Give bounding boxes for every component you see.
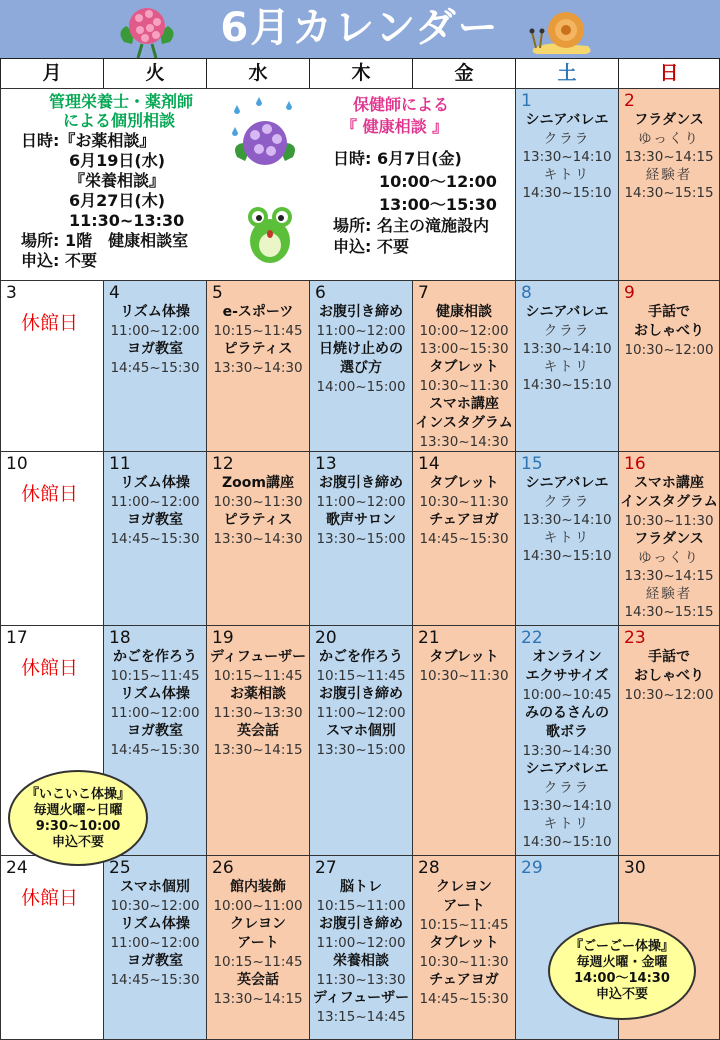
event-list — [207, 474, 309, 548]
event-name: ディフューザー — [312, 990, 410, 1006]
event-time: 14:30~15:10 — [522, 377, 612, 393]
event-list — [413, 474, 515, 548]
health-line-2: 10:00〜12:00 — [379, 172, 497, 191]
day-cell-2 — [618, 88, 720, 281]
event-time: 10:30~12:00 — [110, 898, 200, 914]
consult-line-1: 日時:『お薬相談』 — [21, 131, 156, 150]
health-line-4: 場所: 名主の滝施設内 — [333, 216, 489, 235]
day-number: 7 — [418, 283, 429, 303]
day-number: 12 — [212, 454, 234, 474]
closed-label: 休館日 — [21, 312, 79, 334]
day-cell-1 — [515, 88, 619, 281]
event-name: 歌ボラ — [546, 724, 588, 740]
event-time: 10:30~11:30 — [419, 378, 509, 394]
event-name: ヨガ教室 — [127, 341, 183, 357]
weekday-wed: 水 — [206, 58, 310, 89]
event-time: 14:30~15:10 — [522, 548, 612, 564]
event-name: スマホ個別 — [120, 879, 190, 895]
day-number: 6 — [315, 283, 326, 303]
event-time: 11:00~12:00 — [110, 935, 200, 951]
event-subclass: クララ — [543, 131, 591, 147]
day-number: 27 — [315, 858, 337, 878]
event-time: 14:30~15:15 — [624, 604, 714, 620]
event-time: 10:30~11:30 — [213, 494, 303, 510]
event-name: シニアバレエ — [525, 475, 609, 491]
gogo-schedule: 毎週火曜・金曜 — [576, 955, 668, 970]
event-time: 14:45~15:30 — [110, 531, 200, 547]
event-time: 13:00~15:30 — [419, 341, 509, 357]
event-name: スマホ個別 — [326, 723, 396, 739]
ikoiko-schedule: 毎週火曜~日曜 — [33, 803, 123, 818]
day-cell-23 — [618, 625, 720, 856]
day-cell-7 — [412, 280, 516, 452]
day-number: 1 — [521, 91, 532, 111]
event-time: 13:30~14:10 — [522, 149, 612, 165]
consult-line-7: 申込: 不要 — [21, 251, 97, 270]
day-cell-13 — [309, 451, 413, 626]
event-name: タブレット — [429, 935, 499, 951]
event-name: ヨガ教室 — [127, 512, 183, 528]
event-name: 手話で — [648, 304, 690, 320]
event-name: チェアヨガ — [429, 512, 499, 528]
event-time: 10:15~11:45 — [213, 668, 303, 684]
event-name: Zoom講座 — [222, 475, 294, 491]
event-list — [619, 303, 719, 359]
day-cell-9 — [618, 280, 720, 452]
event-subclass: クララ — [543, 494, 591, 510]
gogo-note: 申込不要 — [595, 987, 648, 1002]
event-time: 10:00~11:00 — [213, 898, 303, 914]
event-name: みのるさんの — [525, 705, 609, 721]
event-subclass: キトリ — [543, 359, 591, 375]
event-time: 11:00~12:00 — [316, 323, 406, 339]
event-name: スマホ講座 — [429, 396, 499, 412]
event-name: シニアバレエ — [525, 112, 609, 128]
day-cell-22 — [515, 625, 619, 856]
day-number: 29 — [521, 858, 543, 878]
event-list — [310, 878, 412, 1026]
day-number: 10 — [6, 454, 28, 474]
event-list — [619, 648, 719, 704]
closed-label: 休館日 — [21, 657, 79, 679]
event-list — [207, 648, 309, 759]
day-cell-24 — [0, 855, 104, 1040]
event-name: ヨガ教室 — [127, 723, 183, 739]
event-name: タブレット — [429, 359, 499, 375]
event-time: 10:15~11:45 — [419, 917, 509, 933]
event-name: エクササイズ — [525, 668, 609, 684]
notice-area — [0, 88, 516, 281]
weekday-mon: 月 — [0, 58, 104, 89]
event-time: 14:45~15:30 — [419, 991, 509, 1007]
closed-label: 休館日 — [21, 483, 79, 505]
health-line-3: 13:00〜15:30 — [379, 195, 497, 214]
day-cell-19 — [206, 625, 310, 856]
event-name: 健康相談 — [436, 304, 492, 320]
event-name: かごを作ろう — [319, 649, 403, 665]
event-name: チェアヨガ — [429, 972, 499, 988]
day-number: 25 — [109, 858, 131, 878]
event-name: フラダンス — [634, 531, 704, 547]
day-cell-12 — [206, 451, 310, 626]
gogo-bubble — [548, 922, 696, 1020]
day-number: 14 — [418, 454, 440, 474]
event-list — [104, 878, 206, 989]
event-name: クレヨン — [436, 879, 492, 895]
calendar-grid — [0, 58, 720, 1040]
day-cell-10 — [0, 451, 104, 626]
event-time: 14:45~15:30 — [419, 531, 509, 547]
event-list — [413, 648, 515, 685]
event-name: おしゃべり — [634, 668, 704, 684]
event-time: 10:15~11:00 — [316, 898, 406, 914]
weekday-thu: 木 — [309, 58, 413, 89]
event-list — [310, 648, 412, 759]
event-name: フラダンス — [634, 112, 704, 128]
event-time: 11:30~13:30 — [316, 972, 406, 988]
event-time: 11:00~12:00 — [316, 494, 406, 510]
event-time: 10:00~10:45 — [522, 687, 612, 703]
event-time: 11:00~12:00 — [110, 323, 200, 339]
event-time: 10:30~11:30 — [419, 668, 509, 684]
event-name: お薬相談 — [230, 686, 286, 702]
event-name: お腹引き締め — [319, 686, 403, 702]
day-cell-25 — [103, 855, 207, 1040]
event-list — [104, 474, 206, 548]
event-name: 栄養相談 — [333, 953, 389, 969]
day-number: 20 — [315, 628, 337, 648]
event-time: 11:00~12:00 — [316, 935, 406, 951]
consult-heading-2: による個別相談 — [63, 111, 176, 130]
event-subclass: クララ — [543, 780, 591, 796]
day-cell-14 — [412, 451, 516, 626]
health-line-5: 申込: 不要 — [333, 237, 409, 256]
event-list — [516, 648, 618, 851]
event-name: 館内装飾 — [230, 879, 286, 895]
day-number: 19 — [212, 628, 234, 648]
health-heading-1: 保健師による — [353, 95, 450, 114]
day-number: 16 — [624, 454, 646, 474]
event-list — [207, 878, 309, 1008]
event-name: 英会話 — [237, 972, 279, 988]
gogo-time: 14:00〜14:30 — [574, 971, 670, 986]
event-name: シニアバレエ — [525, 304, 609, 320]
ikoiko-bubble — [8, 770, 148, 866]
day-cell-6 — [309, 280, 413, 452]
event-list — [310, 303, 412, 396]
day-cell-16 — [618, 451, 720, 626]
event-time: 14:30~15:10 — [522, 834, 612, 850]
closed-label: 休館日 — [21, 887, 79, 909]
event-name: オンライン — [532, 649, 602, 665]
event-subclass: キトリ — [543, 167, 591, 183]
consult-line-6: 場所: 1階 健康相談室 — [21, 231, 189, 250]
day-number: 26 — [212, 858, 234, 878]
event-time: 13:30~14:30 — [419, 434, 509, 450]
consult-line-5: 11:30~13:30 — [69, 211, 185, 230]
event-time: 13:30~14:15 — [213, 991, 303, 1007]
day-number: 24 — [6, 858, 28, 878]
day-cell-27 — [309, 855, 413, 1040]
event-subclass: 経験者 — [645, 586, 693, 602]
day-number: 22 — [521, 628, 543, 648]
event-time: 11:00~12:00 — [110, 705, 200, 721]
consult-heading-1: 管理栄養士・薬剤師 — [49, 92, 194, 111]
event-time: 14:45~15:30 — [110, 742, 200, 758]
event-list — [104, 303, 206, 377]
event-name: ピラティス — [223, 512, 293, 528]
event-name: 日焼け止めの — [319, 341, 403, 357]
event-time: 13:30~14:10 — [522, 341, 612, 357]
day-number: 28 — [418, 858, 440, 878]
day-number: 30 — [624, 858, 646, 878]
event-name: リズム体操 — [120, 916, 190, 932]
event-time: 13:30~14:30 — [213, 531, 303, 547]
event-time: 13:30~14:15 — [213, 742, 303, 758]
event-time: 13:30~14:30 — [213, 360, 303, 376]
event-list — [619, 111, 719, 202]
event-name: 歌声サロン — [326, 512, 396, 528]
event-name: お腹引き締め — [319, 475, 403, 491]
event-name: スマホ講座 — [634, 475, 704, 491]
event-subclass: キトリ — [543, 530, 591, 546]
event-list — [413, 878, 515, 1008]
event-time: 10:15~11:45 — [213, 323, 303, 339]
event-name: インスタグラム — [415, 415, 513, 431]
weekday-sat: 土 — [515, 58, 619, 89]
day-number: 11 — [109, 454, 131, 474]
event-name: タブレット — [429, 475, 499, 491]
event-name: 選び方 — [340, 360, 382, 376]
event-list — [516, 474, 618, 565]
day-cell-15 — [515, 451, 619, 626]
day-number: 3 — [6, 283, 17, 303]
event-name: ピラティス — [223, 341, 293, 357]
event-name: シニアバレエ — [525, 761, 609, 777]
weekday-tue: 火 — [103, 58, 207, 89]
frog-icon — [245, 201, 295, 265]
day-number: 17 — [6, 628, 28, 648]
event-name: リズム体操 — [120, 686, 190, 702]
weekday-sun: 日 — [618, 58, 720, 89]
consult-line-2: 6月19日(水) — [69, 151, 166, 170]
event-time: 10:15~11:45 — [213, 954, 303, 970]
event-name: お腹引き締め — [319, 916, 403, 932]
event-time: 14:30~15:10 — [522, 185, 612, 201]
day-cell-5 — [206, 280, 310, 452]
event-time: 10:30~11:30 — [419, 494, 509, 510]
event-time: 14:00~15:00 — [316, 379, 406, 395]
event-name: アート — [237, 935, 279, 951]
event-time: 10:30~12:00 — [624, 342, 714, 358]
event-time: 10:15~11:45 — [316, 668, 406, 684]
day-number: 8 — [521, 283, 532, 303]
day-cell-20 — [309, 625, 413, 856]
event-name: e-スポーツ — [222, 304, 294, 320]
event-time: 11:00~12:00 — [316, 705, 406, 721]
event-time: 10:30~12:00 — [624, 687, 714, 703]
event-name: 手話で — [648, 649, 690, 665]
day-cell-28 — [412, 855, 516, 1040]
event-name: タブレット — [429, 649, 499, 665]
event-subclass: ゆっくり — [638, 550, 700, 566]
event-time: 13:30~14:15 — [624, 568, 714, 584]
event-time: 11:00~12:00 — [110, 494, 200, 510]
day-number: 13 — [315, 454, 337, 474]
event-time: 13:15~14:45 — [316, 1009, 406, 1025]
event-subclass: ゆっくり — [638, 131, 700, 147]
event-name: かごを作ろう — [113, 649, 197, 665]
gogo-title: 『ごーごー体操』 — [569, 939, 674, 954]
ikoiko-title: 『いこいこ体操』 — [25, 787, 130, 802]
day-number: 9 — [624, 283, 635, 303]
event-time: 11:30~13:30 — [213, 705, 303, 721]
day-number: 21 — [418, 628, 440, 648]
event-subclass: キトリ — [543, 816, 591, 832]
day-cell-26 — [206, 855, 310, 1040]
day-cell-3 — [0, 280, 104, 452]
weekday-fri: 金 — [412, 58, 516, 89]
event-list — [207, 303, 309, 377]
event-time: 14:45~15:30 — [110, 360, 200, 376]
consult-line-3: 『栄養相談』 — [69, 171, 166, 190]
snail-icon — [528, 4, 598, 56]
day-cell-21 — [412, 625, 516, 856]
day-number: 4 — [109, 283, 120, 303]
event-list — [516, 111, 618, 202]
day-cell-4 — [103, 280, 207, 452]
day-number: 15 — [521, 454, 543, 474]
event-list — [516, 303, 618, 394]
health-heading-2: 『 健康相談 』 — [341, 117, 449, 136]
hydrangea-rain-icon — [229, 95, 301, 179]
event-subclass: クララ — [543, 323, 591, 339]
event-time: 13:30~14:10 — [522, 512, 612, 528]
event-name: おしゃべり — [634, 323, 704, 339]
day-cell-8 — [515, 280, 619, 452]
page-title: 6月カレンダー — [220, 5, 500, 51]
event-time: 13:30~15:00 — [316, 742, 406, 758]
event-list — [619, 474, 719, 621]
event-list — [310, 474, 412, 548]
event-subclass: 経験者 — [645, 167, 693, 183]
event-name: リズム体操 — [120, 475, 190, 491]
event-time: 10:00~12:00 — [419, 323, 509, 339]
day-number: 18 — [109, 628, 131, 648]
event-time: 14:30~15:15 — [624, 185, 714, 201]
event-name: ヨガ教室 — [127, 953, 183, 969]
day-number: 5 — [212, 283, 223, 303]
event-time: 14:45~15:30 — [110, 972, 200, 988]
event-name: アート — [443, 898, 485, 914]
event-time: 10:30~11:30 — [624, 513, 714, 529]
event-time: 13:30~14:15 — [624, 149, 714, 165]
event-name: 英会話 — [237, 723, 279, 739]
event-name: インスタグラム — [620, 494, 718, 510]
event-time: 13:30~14:10 — [522, 798, 612, 814]
event-time: 10:15~11:45 — [110, 668, 200, 684]
ikoiko-time: 9:30~10:00 — [35, 819, 121, 834]
day-number: 23 — [624, 628, 646, 648]
event-name: リズム体操 — [120, 304, 190, 320]
event-name: お腹引き締め — [319, 304, 403, 320]
event-name: 脳トレ — [340, 879, 382, 895]
event-time: 13:30~14:30 — [522, 743, 612, 759]
consult-line-4: 6月27日(木) — [69, 191, 166, 210]
day-number: 2 — [624, 91, 635, 111]
health-line-1: 日時: 6月7日(金) — [333, 149, 462, 168]
event-list — [413, 303, 515, 451]
event-name: クレヨン — [230, 916, 286, 932]
event-time: 10:30~11:30 — [419, 954, 509, 970]
day-cell-11 — [103, 451, 207, 626]
event-list — [104, 648, 206, 759]
event-time: 13:30~15:00 — [316, 531, 406, 547]
ikoiko-note: 申込不要 — [51, 835, 104, 850]
event-name: ディフューザー — [209, 649, 307, 665]
